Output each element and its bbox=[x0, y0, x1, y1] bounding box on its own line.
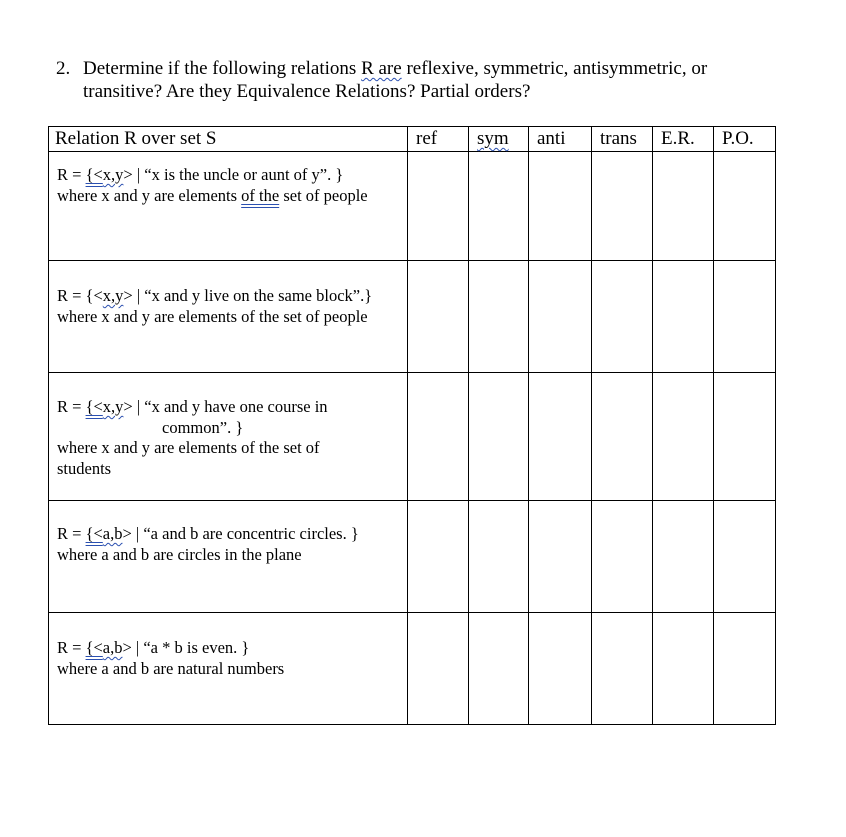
table-header-row bbox=[49, 127, 776, 152]
relation-pair: x,y bbox=[102, 397, 124, 416]
relation-cell bbox=[49, 261, 408, 373]
anti-cell[interactable] bbox=[529, 501, 592, 613]
er-cell[interactable] bbox=[653, 373, 714, 501]
sym-cell[interactable] bbox=[469, 373, 529, 501]
question-number: 2. bbox=[56, 58, 71, 79]
relation-pair: x,y bbox=[102, 286, 124, 305]
domain-end: set of people bbox=[279, 186, 368, 205]
anti-cell[interactable] bbox=[529, 152, 592, 261]
relation-definition bbox=[57, 285, 407, 306]
relation-eq: R = bbox=[57, 397, 86, 416]
header-ref: ref bbox=[408, 127, 469, 152]
po-cell[interactable] bbox=[714, 261, 776, 373]
relation-open: {< bbox=[85, 165, 103, 184]
table-row bbox=[49, 501, 776, 613]
po-cell[interactable] bbox=[714, 613, 776, 725]
relation-open: {< bbox=[85, 638, 103, 657]
relation-cell bbox=[49, 373, 408, 501]
relation-rule: > | “x and y live on the same block”.} bbox=[123, 286, 373, 305]
ref-cell[interactable] bbox=[408, 373, 469, 501]
relation-domain: where x and y are elements of the set of people bbox=[57, 307, 368, 326]
question-line-2: transitive? Are they Equivalence Relations? Partial orders? bbox=[83, 81, 531, 102]
question-line1-end: reflexive, symmetric, antisymmetric, or bbox=[401, 58, 708, 79]
sym-cell[interactable] bbox=[469, 152, 529, 261]
relation-domain: where x and y are elements of the set of bbox=[57, 438, 320, 457]
header-trans: trans bbox=[592, 127, 653, 152]
relation-rule: > | “a and b are concentric circles. } bbox=[122, 524, 359, 543]
sym-cell[interactable] bbox=[469, 261, 529, 373]
question-line1-start: Determine if the following relations bbox=[83, 58, 362, 79]
po-cell[interactable] bbox=[714, 373, 776, 501]
question-line1-underlined: R are bbox=[361, 58, 402, 79]
domain-underlined: of the bbox=[241, 186, 280, 205]
ref-cell[interactable] bbox=[408, 152, 469, 261]
relation-cell bbox=[49, 501, 408, 613]
ref-cell[interactable] bbox=[408, 261, 469, 373]
er-cell[interactable] bbox=[653, 501, 714, 613]
relation-domain: where a and b are circles in the plane bbox=[57, 545, 302, 564]
relation-definition bbox=[57, 637, 407, 658]
relation-domain-continued: students bbox=[57, 458, 112, 478]
relation-rule: > | “x and y have one course in bbox=[123, 397, 328, 416]
relation-definition bbox=[57, 164, 407, 185]
relation-open: {< bbox=[85, 397, 103, 416]
er-cell[interactable] bbox=[653, 613, 714, 725]
sym-cell[interactable] bbox=[469, 613, 529, 725]
relation-pair: a,b bbox=[102, 638, 123, 657]
table-row bbox=[49, 613, 776, 725]
trans-cell[interactable] bbox=[592, 261, 653, 373]
relation-definition-continued: common”. } bbox=[162, 417, 244, 437]
relation-definition bbox=[57, 397, 407, 418]
question-line-1 bbox=[83, 57, 803, 80]
header-sym-label: sym bbox=[477, 128, 509, 149]
anti-cell[interactable] bbox=[529, 261, 592, 373]
anti-cell[interactable] bbox=[529, 613, 592, 725]
header-sym bbox=[469, 127, 529, 152]
header-relation: Relation R over set S bbox=[49, 127, 408, 152]
relation-pair: a,b bbox=[102, 524, 123, 543]
po-cell[interactable] bbox=[714, 501, 776, 613]
table-row bbox=[49, 373, 776, 501]
relation-eq: R = bbox=[57, 638, 86, 657]
header-anti: anti bbox=[529, 127, 592, 152]
relations-table bbox=[48, 126, 776, 725]
trans-cell[interactable] bbox=[592, 373, 653, 501]
header-er: E.R. bbox=[653, 127, 714, 152]
relation-eq: R = {< bbox=[57, 286, 103, 305]
er-cell[interactable] bbox=[653, 152, 714, 261]
table-row bbox=[49, 152, 776, 261]
po-cell[interactable] bbox=[714, 152, 776, 261]
trans-cell[interactable] bbox=[592, 501, 653, 613]
trans-cell[interactable] bbox=[592, 613, 653, 725]
sym-cell[interactable] bbox=[469, 501, 529, 613]
ref-cell[interactable] bbox=[408, 613, 469, 725]
domain-start: where x and y are elements bbox=[57, 186, 242, 205]
relation-rule: > | “a * b is even. } bbox=[122, 638, 250, 657]
relation-domain bbox=[57, 185, 407, 206]
table-row bbox=[49, 261, 776, 373]
relation-cell bbox=[49, 613, 408, 725]
relation-cell bbox=[49, 152, 408, 261]
er-cell[interactable] bbox=[653, 261, 714, 373]
anti-cell[interactable] bbox=[529, 373, 592, 501]
trans-cell[interactable] bbox=[592, 152, 653, 261]
relation-domain: where a and b are natural numbers bbox=[57, 659, 285, 678]
relation-eq: R = bbox=[57, 524, 86, 543]
question-text bbox=[83, 57, 803, 103]
relation-pair: x,y bbox=[102, 165, 124, 184]
ref-cell[interactable] bbox=[408, 501, 469, 613]
relation-open: {< bbox=[85, 524, 103, 543]
header-po: P.O. bbox=[714, 127, 776, 152]
relation-rule: > | “x is the uncle or aunt of y”. } bbox=[123, 165, 344, 184]
relation-definition bbox=[57, 523, 407, 544]
relation-eq: R = bbox=[57, 165, 86, 184]
